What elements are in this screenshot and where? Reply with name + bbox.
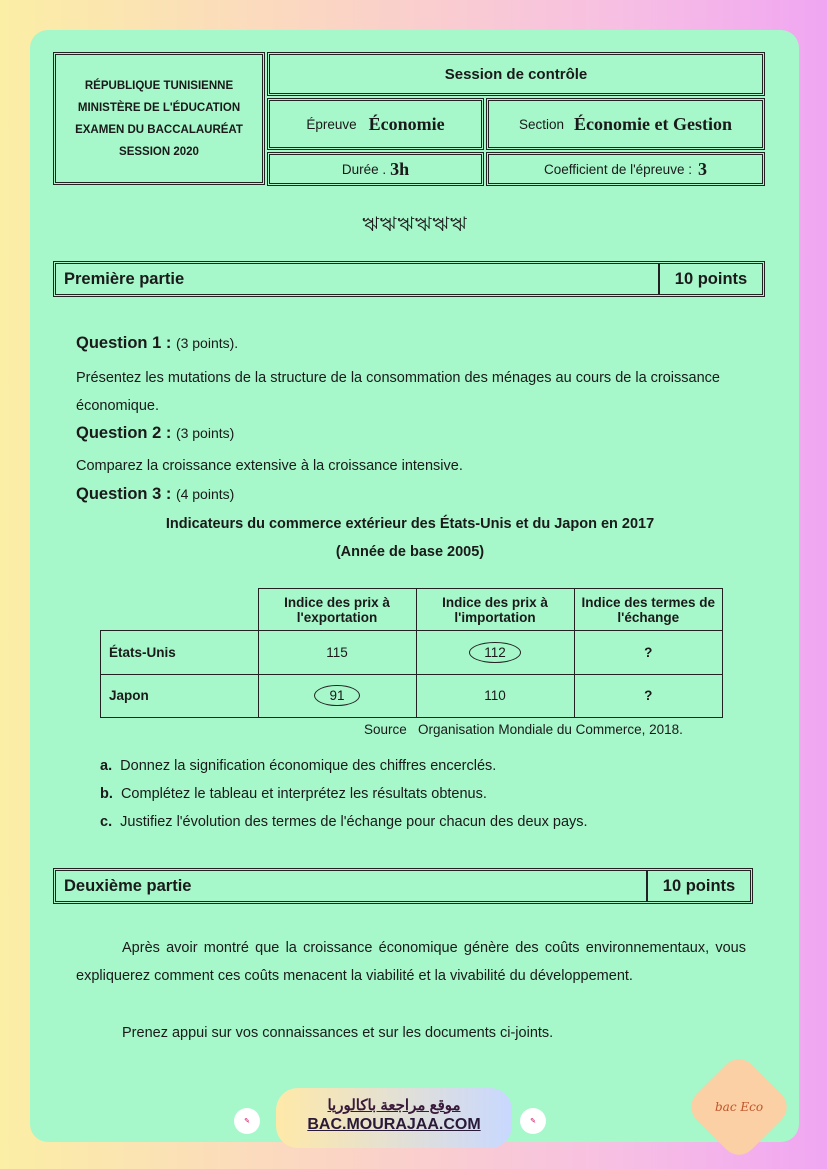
- watermark-logo-right-wrap: [520, 1108, 546, 1134]
- usa-export: 115: [258, 631, 416, 675]
- coef-label: Coefficient de l'épreuve :: [544, 161, 692, 177]
- sub-item-letter: b.: [100, 786, 113, 802]
- duree-value: 3h: [390, 158, 410, 179]
- sub-item-text: Donnez la signification économique des chiffres encerclés.: [120, 758, 497, 774]
- japan-export-cell: [258, 674, 416, 718]
- table-col-termes: Indice des termes de l'échange: [574, 589, 723, 631]
- duree-label: Durée .: [341, 161, 387, 177]
- session-type: Session de contrôle: [444, 65, 588, 83]
- usa-import: 112: [469, 642, 521, 663]
- q2-heading: [76, 424, 234, 443]
- table-source: Source Organisation Mondiale du Commerce, 2018.: [364, 722, 683, 737]
- exam-text: EXAMEN DU BACCALAURÉAT: [75, 123, 243, 136]
- part2-paragraph-2: Prenez appui sur vos connaissances et sur les documents ci-joints.: [122, 1025, 554, 1041]
- part1-points: 10 points: [658, 264, 762, 294]
- usa-import-cell: [416, 631, 574, 675]
- sub-item: [100, 780, 760, 808]
- q1-text: Présentez les mutations de la structure de la consommation des ménages au cours de la croissance économique.: [76, 370, 720, 414]
- duree-cell: [267, 152, 484, 186]
- sub-item: [100, 752, 760, 780]
- bac-logo-icon: ✎: [520, 1108, 546, 1134]
- row-label-japan: Japon: [101, 674, 259, 718]
- table-col-import: Indice des prix à l'importation: [416, 589, 574, 631]
- row-label-usa: États-Unis: [101, 631, 259, 675]
- q2-title: Question 2 :: [76, 424, 172, 442]
- q2-text: Comparez la croissance extensive à la croissance intensive.: [76, 458, 463, 474]
- sub-items: [100, 752, 760, 836]
- indicator-table-wrap: [100, 588, 723, 718]
- part2-paragraph-1: Après avoir montré que la croissance économique génère des coûts environnementaux, vous expliquerez comment ces coûts menacent la viabilité et la vivabilité du développement.: [76, 940, 746, 984]
- indicator-table: [100, 588, 723, 718]
- table-col-export: Indice des prix à l'exportation: [258, 589, 416, 631]
- watermark-arabic: موقع مراجعة باكالوريا: [327, 1097, 461, 1114]
- japan-termes: ?: [574, 674, 723, 718]
- sub-item-text: Complétez le tableau et interprétez les résultats obtenus.: [120, 786, 487, 802]
- q3-points: (4 points): [175, 486, 235, 502]
- q2-points: (3 points): [175, 425, 235, 441]
- part1-title: Première partie: [64, 269, 185, 288]
- part1-bar: [53, 261, 765, 297]
- table-title: Indicateurs du commerce extérieur des États-Unis et du Japon en 2017: [165, 516, 655, 532]
- japan-export: 91: [314, 685, 359, 706]
- sub-item-letter: c.: [100, 814, 113, 830]
- sub-item-text: Justifiez l'évolution des termes de l'échange pour chacun des deux pays.: [120, 814, 588, 830]
- part2-title: Deuxième partie: [64, 876, 192, 895]
- part2-bar: [53, 868, 753, 904]
- q1-title: Question 1 :: [76, 334, 172, 352]
- coef-cell: [486, 152, 765, 186]
- bac-logo-icon: ✎: [234, 1108, 260, 1134]
- q1-points: (3 points).: [175, 335, 239, 351]
- japan-import: 110: [416, 674, 574, 718]
- epreuve-cell: [267, 98, 484, 150]
- q3-heading: [76, 485, 234, 504]
- watermark-badge: [276, 1088, 512, 1148]
- part2-points: 10 points: [646, 871, 750, 901]
- section-value: Économie et Gestion: [574, 113, 732, 134]
- table-subtitle: (Année de base 2005): [335, 544, 485, 560]
- epreuve-label: Épreuve: [306, 116, 357, 132]
- q1-heading: [76, 334, 238, 353]
- bac-eco-text: bac Eco: [714, 1099, 764, 1114]
- country-text: RÉPUBLIQUE TUNISIENNE: [84, 79, 234, 92]
- session-type-cell: [267, 52, 765, 96]
- session-year-text: SESSION 2020: [119, 145, 199, 158]
- coef-value: 3: [697, 158, 707, 179]
- ornament: ঋঋঋঋঋঋ: [362, 214, 468, 236]
- usa-termes: ?: [574, 631, 723, 675]
- watermark-url[interactable]: BAC.MOURAJAA.COM: [307, 1116, 481, 1133]
- institution-block: [53, 52, 265, 185]
- epreuve-value: Économie: [368, 113, 445, 134]
- section-label: Section: [518, 116, 565, 132]
- ministry-text: MINISTÈRE DE L'ÉDUCATION: [77, 101, 241, 114]
- table-empty-cell: [101, 589, 259, 631]
- section-cell: [486, 98, 765, 150]
- sub-item-letter: a.: [100, 758, 113, 774]
- sub-item: [100, 808, 760, 836]
- watermark-logo-left-wrap: [234, 1108, 260, 1134]
- q3-title: Question 3 :: [76, 485, 172, 503]
